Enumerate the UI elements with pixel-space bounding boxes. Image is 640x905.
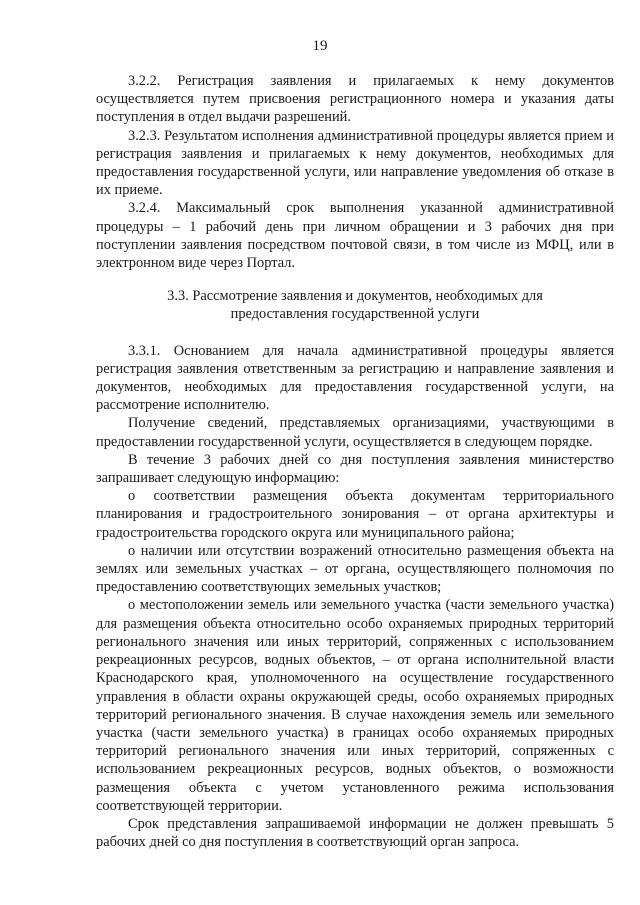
paragraph-3-2-3: 3.2.3. Результатом исполнения административной процедуры является прием и регистрация заявления и прилагаемых к нему документов, необходимых для предоставления государственной услуги, или направление уведомления об отказе в их приеме. [96, 127, 614, 199]
paragraph-3-2-2: 3.2.2. Регистрация заявления и прилагаемых к нему документов осуществляется путем присвоения регистрационного номера и указания даты поступления в отдел выдачи разрешений. [96, 73, 614, 126]
paragraph-request-item-2: о наличии или отсутствии возражений относительно размещения объекта на землях или земельных участках – от органа, осуществляющего полномочия по предоставлению соответствующих земельных участков; [96, 542, 614, 596]
document-body [96, 72, 614, 851]
paragraph-request-item-1: о соответствии размещения объекта документам территориального планирования и градостроительного зонирования – от органа архитектуры и градостроительства городского округа или муниципального района; [96, 488, 614, 541]
paragraph-request-item-3: о местоположении земель или земельного участка (части земельного участка) для размещения объекта относительно особо охраняемых природных территорий регионального значения или иных территорий, сопряженных с использованием рекреационных ресурсов, водных объектов, – от органа исполнительной власти Краснодарского края, уполномоченного на осуществление государственного управления в области охраны окружающей среды, особо охраняемых природных территорий регионального значения. В случае нахождения земель или земельного участка (части земельного участка) в границах особо охраняемых природных территорий регионального значения или иных территорий, сопряженных с использованием рекреационных ресурсов, водных объектов, о возможности размещения объекта с учетом установленного режима использования соответствующей территории. [96, 597, 614, 814]
paragraph-request-intro: В течение 3 рабочих дней со дня поступления заявления министерство запрашивает следующую информацию: [96, 451, 614, 487]
page-number: 19 [312, 38, 328, 54]
paragraph-3-3-1: 3.3.1. Основанием для начала административной процедуры является регистрация заявления ответственным за регистрацию и направление заявления и документов, необходимых для предоставления государственной услуги, на рассмотрение исполнителю. [96, 342, 614, 414]
paragraph-deadline: Срок представления запрашиваемой информации не должен превышать 5 рабочих дней со дня поступления в соответствующий орган запроса. [96, 815, 614, 851]
section-heading-line-1: 3.3. Рассмотрение заявления и документов, необходимых для [167, 288, 543, 305]
paragraph-3-2-4: 3.2.4. Максимальный срок выполнения указанной административной процедуры – 1 рабочий день при личном обращении и 3 рабочих дня при поступлении заявления посредством почтовой связи, в том числе из МФЦ, или в электронном виде через Портал. [96, 200, 614, 272]
section-heading-line-2: предоставления государственной услуги [230, 306, 480, 323]
paragraph-info-order: Получение сведений, представляемых организациями, участвующими в предоставлении государственной услуги, осуществляется в следующем порядке. [96, 415, 614, 450]
section-heading-3-3 [96, 287, 614, 323]
